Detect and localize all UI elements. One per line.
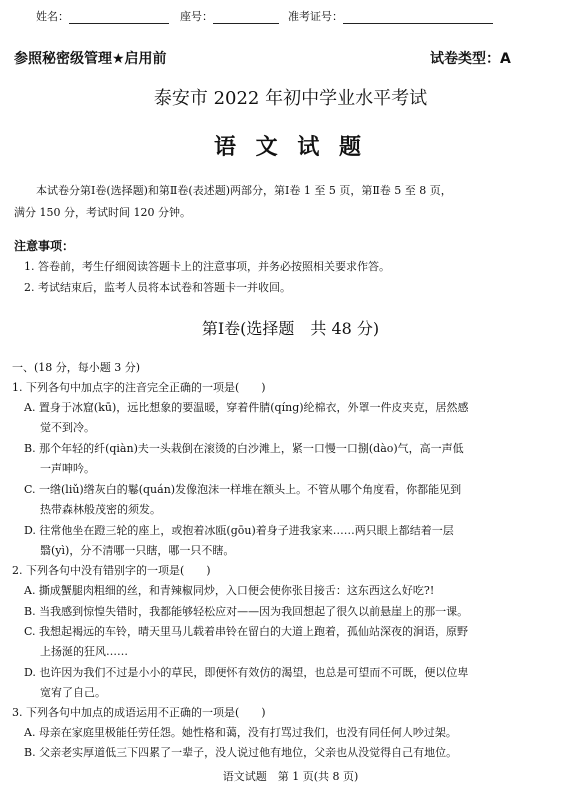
q3-stem: 3. 下列各句中加点的成语运用不正确的一项是( )	[12, 706, 266, 719]
note-1: 1. 答卷前，考生仔细阅读答题卡上的注意事项，并务必按照相关要求作答。	[24, 260, 390, 273]
section-title: 第Ⅰ卷(选择题 共 48 分)	[201, 319, 380, 338]
q1-option-d-line-1: D. 往常他坐在蹬三轮的座上，或抱着冰瓯(gōu)着身子进我家来……两只眼上都结着一层	[24, 524, 454, 537]
q2-option-d-line-2: 宽宥了自己。	[40, 686, 106, 699]
secret-level: 参照秘密级管理★启用前	[14, 51, 167, 67]
q1-option-a-line-1: A. 置身于冰窟(kū)，远比想象的要温暖，穿着件腈(qíng)纶棉衣，外罩一件皮夹克，居然感	[24, 401, 469, 414]
intro-line-1: 本试卷分第Ⅰ卷(选择题)和第Ⅱ卷(表述题)两部分，第Ⅰ卷 1 至 5 页，第Ⅱ卷 5 至 8 页，	[36, 184, 452, 197]
ticket-blank	[343, 11, 493, 24]
q3-option-a: A. 母亲在家庭里极能任劳任怨。她性格和蔼，没有打骂过我们，也没有同任何人吵过架。	[24, 726, 457, 739]
name-label: 姓名：	[36, 10, 69, 23]
page-footer: 语文试题 第 1 页(共 8 页)	[222, 770, 359, 783]
intro-line-2: 满分 150 分，考试时间 120 分钟。	[14, 206, 191, 219]
q2-option-a: A. 撕成蟹腿肉粗细的丝，和青辣椒同炒，入口便会使你张目接舌：这东西这么好吃?!	[24, 584, 435, 597]
name-blank	[69, 11, 169, 24]
q1-option-c-line-2: 热带森林般茂密的须发。	[40, 503, 161, 516]
ticket-field	[288, 10, 493, 24]
q3-option-b: B. 父亲老实厚道低三下四累了一辈子，没人说过他有地位，父亲也从没觉得自己有地位。	[24, 746, 458, 759]
q1-option-b-line-2: 一声呻吟。	[40, 462, 95, 475]
seat-label: 座号：	[180, 10, 213, 23]
part-heading: 一、(18 分，每小题 3 分)	[12, 361, 141, 374]
q1-option-c-line-1: C. 一绺(liǔ)绺灰白的鬈(quán)发像泡沫一样堆在额头上。不管从哪个角度看，你都能见到	[24, 483, 462, 496]
seat-field	[180, 10, 279, 24]
name-field	[36, 10, 169, 24]
q2-option-c-line-1: C. 我想起褐远的车铃，晴天里马儿载着串铃在留白的大道上跑着，孤仙站深夜的涧语，原野	[24, 625, 469, 638]
q1-option-b-line-1: B. 那个年轻的纤(qiàn)夫一头栽倒在滚烫的白沙滩上，紧一口慢一口捌(dào)气，高一声低	[24, 442, 464, 455]
q2-option-b: B. 当我感到惊惶失错时，我都能够轻松应对——因为我回想起了很久以前悬崖上的那一课。	[24, 605, 469, 618]
notes-heading: 注意事项：	[14, 239, 75, 253]
q2-stem: 2. 下列各句中没有错别字的一项是( )	[12, 564, 211, 577]
note-2: 2. 考试结束后，监考人员将本试卷和答题卡一并收回。	[24, 281, 291, 294]
subject-title: 语 文 试 题	[214, 134, 367, 160]
q2-option-c-line-2: 上扬涎的狂风……	[40, 645, 128, 658]
q1-option-d-line-2: 翳(yì)，分不清哪一只瞎，哪一只不瞎。	[40, 544, 235, 557]
q2-option-d-line-1: D. 也许因为我们不过是小小的草民，即便怀有效仿的渴望，也总是可望而不可既，便以位卑	[24, 666, 469, 679]
ticket-label: 准考证号：	[288, 10, 343, 23]
seat-blank	[213, 11, 279, 24]
paper-type: 试卷类型：A	[430, 51, 511, 67]
q1-option-a-line-2: 觉不到冷。	[40, 421, 95, 434]
q1-stem: 1. 下列各句中加点字的注音完全正确的一项是( )	[12, 381, 266, 394]
exam-title: 泰安市 2022 年初中学业水平考试	[153, 88, 428, 109]
